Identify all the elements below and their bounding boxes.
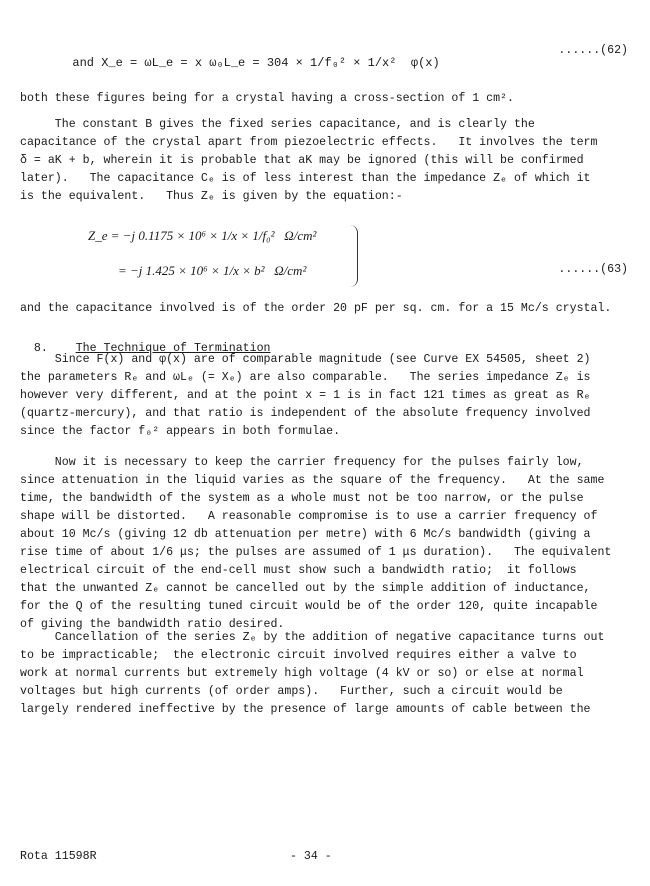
text-line: for the Q of the resulting tuned circuit would be of the order 120, quite incapable [20, 600, 598, 613]
text-line: however very different, and at the point x = 1 is in fact 121 times as great as Rₑ [20, 389, 591, 402]
text-line: and the capacitance involved is of the order 20 pF per sq. cm. for a 15 Mc/s crystal. [20, 302, 612, 315]
text-line: Cancellation of the series Zₑ by the addition of negative capacitance turns out [20, 631, 605, 644]
text-line: the parameters Rₑ and ωLₑ (= Xₑ) are also comparable. The series impedance Zₑ is [20, 371, 591, 384]
text-line: later). The capacitance Cₑ is of less interest than the impedance Zₑ of which it [20, 172, 591, 185]
equation-62 [58, 42, 440, 70]
text-line: δ = aK + b, wherein it is probable that aK may be ignored (this will be confirmed [20, 154, 584, 167]
section-title: The Technique of Termination [75, 342, 271, 355]
text-line: time, the bandwidth of the system as a whole must not be too narrow, or the pulse [20, 492, 584, 505]
section-heading [20, 328, 271, 356]
text-line: voltages but high currents (of order amps). Further, such a circuit would be [20, 685, 563, 698]
text-line: to be impracticable; the electronic circuit involved requires either a valve to [20, 649, 577, 662]
text-line: shape will be distorted. A reasonable compromise is to use a carrier frequency of [20, 510, 598, 523]
text-line: electrical circuit of the end-cell must show such a bandwidth ratio; it follows [20, 564, 577, 577]
text-line: that the unwanted Zₑ cannot be cancelled out by the simple addition of inductance, [20, 582, 591, 595]
equation-63-line-2: = −j 1.425 × 10⁶ × 1/x × b² Ω/cm² [118, 263, 307, 278]
text-line: capacitance of the crystal apart from piezoelectric effects. It involves the term [20, 136, 598, 149]
text-line: (quartz-mercury), and that ratio is independent of the absolute frequency involved [20, 407, 591, 420]
section-number: 8. [33, 342, 48, 355]
text-line: rise time of about 1/6 μs; the pulses are assumed of 1 μs duration). The equivalent [20, 546, 612, 559]
text-line: about 10 Mc/s (giving 12 db attenuation per metre) with 6 Mc/s bandwidth (giving a [20, 528, 591, 541]
equation-brace [345, 225, 358, 287]
text-line: of giving the bandwidth ratio desired. [20, 618, 285, 631]
equation-62-number: ......(62) [558, 44, 628, 57]
text-line: since the factor f₀² appears in both formulae. [20, 425, 341, 438]
text-line: The constant B gives the fixed series capacitance, and is clearly the [20, 118, 535, 131]
text-line: Now it is necessary to keep the carrier frequency for the pulses fairly low, [20, 456, 584, 469]
text-line: is the equivalent. Thus Zₑ is given by the equation:- [20, 190, 403, 203]
footer-page-number: - 34 - [290, 850, 332, 863]
text-line: Since F(x) and φ(x) are of comparable magnitude (see Curve EX 54505, sheet 2) [20, 353, 591, 366]
text-line: since attenuation in the liquid varies as the square of the frequency. At the same [20, 474, 605, 487]
text-line: both these figures being for a crystal having a cross-section of 1 cm². [20, 92, 514, 105]
text-line: work at normal currents but extremely high voltage (4 kV or so) or else at normal [20, 667, 584, 680]
equation-63-number: ......(63) [558, 263, 628, 276]
equation-63-line-1: Z_e = −j 0.1175 × 10⁶ × 1/x × 1/f₀² Ω/cm² [88, 228, 317, 243]
footer-left: Rota 11598R [20, 850, 97, 863]
text-line: largely rendered ineffective by the presence of large amounts of cable between the [20, 703, 591, 716]
equation-62-text: and X_e = ωL_e = x ω₀L_e = 304 × 1/f₀² × 1/x² φ(x) [72, 56, 440, 70]
